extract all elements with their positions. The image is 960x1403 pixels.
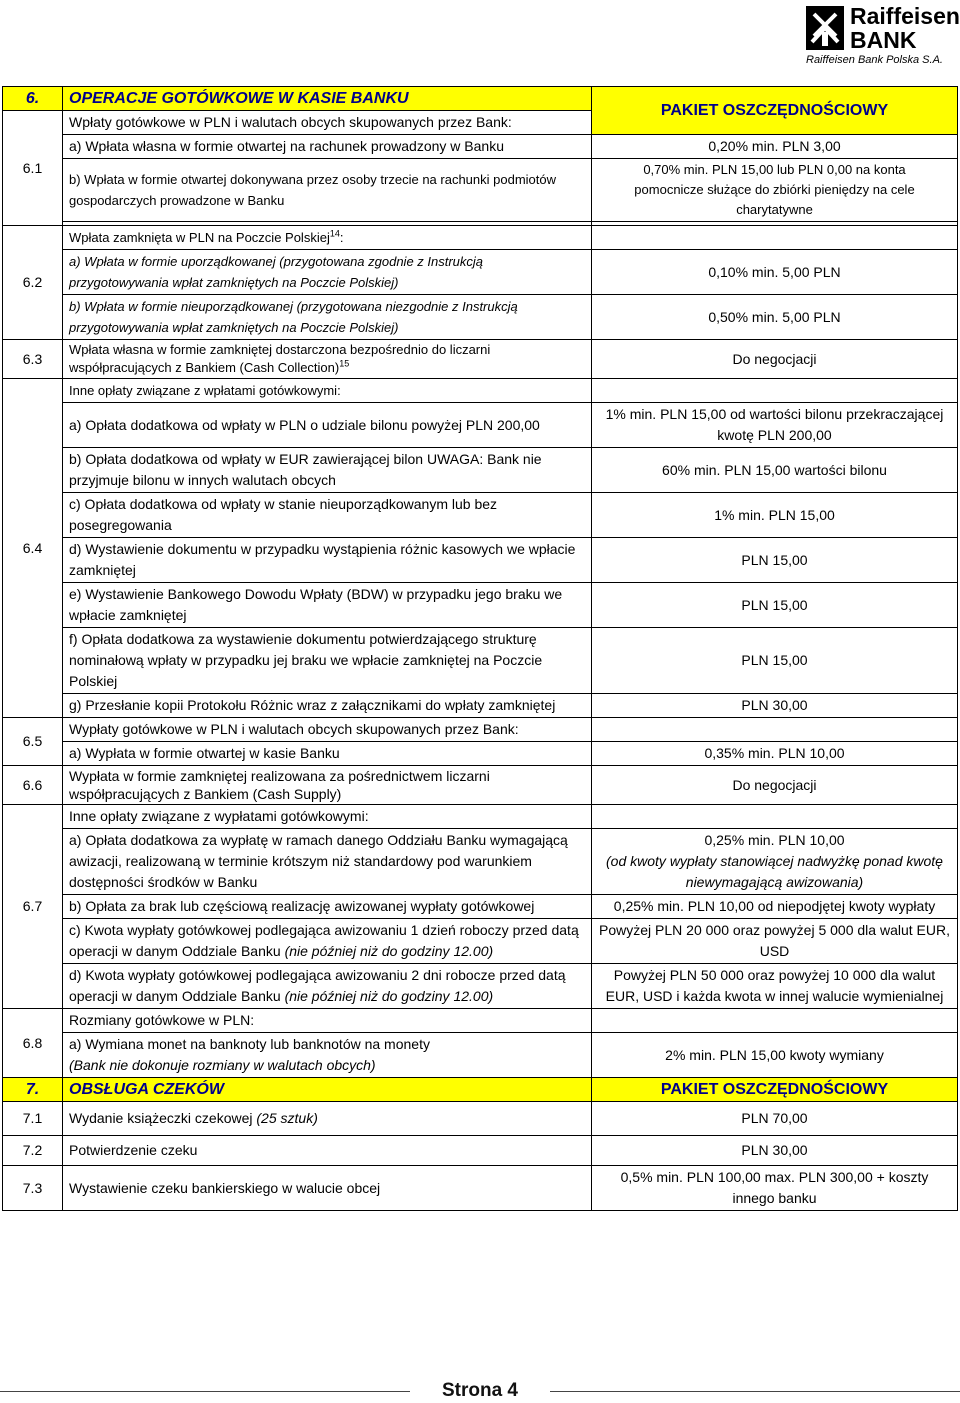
table-row bbox=[3, 448, 958, 493]
row-text bbox=[63, 919, 592, 964]
fee-value: Powyżej PLN 20 000 oraz powyżej 5 000 dla walut EUR, USD bbox=[592, 919, 958, 964]
table-row bbox=[3, 1009, 958, 1033]
row-text-italic: (Bank nie dokonuje rozmiany w walutach obcych) bbox=[69, 1057, 376, 1073]
fee-value bbox=[592, 829, 958, 895]
row-text: a) Opłata dodatkowa za wypłatę w ramach danego Oddziału Banku wymagającą awizacji, realizowaną w terminie krótszym niż standardowy pod warunkiem dostępności środków w Banku bbox=[63, 829, 592, 895]
row-text: d) Wystawienie dokumentu w przypadku wystąpienia różnic kasowych we wpłacie zamkniętej bbox=[63, 538, 592, 583]
row-number: 6.1 bbox=[3, 111, 63, 226]
section-number: 7. bbox=[3, 1078, 63, 1102]
row-number: 6.4 bbox=[3, 379, 63, 718]
footer-divider-left bbox=[0, 1391, 410, 1392]
row-header: Inne opłaty związane z wpłatami gotówkowymi: bbox=[63, 379, 592, 403]
fee-part: pomocnicze służące do zbiórki pieniędzy na cele charytatywne bbox=[634, 182, 915, 217]
row-header bbox=[63, 226, 592, 250]
table-row bbox=[3, 538, 958, 583]
row-text: a) Wpłata w formie uporządkowanej (przygotowana zgodnie z Instrukcją przygotowywania wpłat zamkniętych na Poczcie Polskiej) bbox=[63, 250, 592, 295]
row-text: a) Wpłata własna w formie otwartej na rachunek prowadzony w Banku bbox=[63, 135, 592, 159]
fee-value: PLN 15,00 bbox=[592, 538, 958, 583]
row-header: Rozmiany gotówkowe w PLN: bbox=[63, 1009, 592, 1033]
row-header-end: : bbox=[339, 230, 344, 245]
fee-value: 0,5% min. PLN 100,00 max. PLN 300,00 + koszty innego banku bbox=[592, 1166, 958, 1211]
fee-value: Do negocjacji bbox=[592, 766, 958, 805]
fee-note: (od kwoty wypłaty stanowiącej nadwyżkę ponad kwotę niewymagającą awizowania) bbox=[606, 853, 943, 890]
table-row bbox=[3, 159, 958, 222]
fee-table bbox=[2, 86, 958, 1211]
fee-value: PLN 30,00 bbox=[592, 694, 958, 718]
footer-divider-right bbox=[550, 1391, 960, 1392]
row-text: a) Opłata dodatkowa od wpłaty w PLN o udziale bilonu powyżej PLN 200,00 bbox=[63, 403, 592, 448]
fee-value: 1% min. PLN 15,00 bbox=[592, 493, 958, 538]
row-text-main: Wydanie książeczki czekowej bbox=[69, 1110, 257, 1126]
row-text: b) Wpłata w formie otwartej dokonywana przez osoby trzecie na rachunki podmiotów gospodarczych prowadzone w Banku bbox=[63, 159, 592, 222]
row-text: f) Opłata dodatkowa za wystawienie dokumentu potwierdzającego strukturę nominałową wpłaty w przypadku jej braku we wpłacie zamkniętej na Poczcie Polskiej bbox=[63, 628, 592, 694]
fee-value: 60% min. PLN 15,00 wartości bilonu bbox=[592, 448, 958, 493]
section-number: 6. bbox=[3, 87, 63, 111]
row-text: b) Wpłata w formie nieuporządkowanej (przygotowana niezgodnie z Instrukcją przygotowywania wpłat zamkniętych na Poczcie Polskiej) bbox=[63, 295, 592, 340]
row-number: 6.8 bbox=[3, 1009, 63, 1078]
table-row bbox=[3, 1136, 958, 1166]
table-row bbox=[3, 135, 958, 159]
fee-part: 0,25% min. PLN 10,00 bbox=[704, 832, 845, 848]
row-text-main: c) Kwota wypłaty gotówkowej podlegająca awizowaniu 1 dzień roboczy przed datą operacji w danym Oddziale Banku bbox=[69, 922, 579, 959]
fee-value: PLN 30,00 bbox=[592, 1136, 958, 1166]
fee-value: 0,35% min. PLN 10,00 bbox=[592, 742, 958, 766]
fee-value bbox=[592, 159, 958, 222]
row-text bbox=[63, 340, 592, 379]
fee-value: PLN 70,00 bbox=[592, 1102, 958, 1136]
fee-value: 0,50% min. 5,00 PLN bbox=[592, 295, 958, 340]
page-footer bbox=[0, 1380, 960, 1402]
pakiet-header: PAKIET OSZCZĘDNOŚCIOWY bbox=[592, 1078, 958, 1102]
logo-line1: Raiffeisen bbox=[850, 3, 960, 29]
fee-value: Do negocjacji bbox=[592, 340, 958, 379]
row-text: b) Opłata dodatkowa od wpłaty w EUR zawierającej bilon UWAGA: Bank nie przyjmuje bilonu w innych walutach obcych bbox=[63, 448, 592, 493]
table-row bbox=[3, 295, 958, 340]
table-row bbox=[3, 805, 958, 829]
row-text-italic: (nie później niż do godziny 12.00) bbox=[284, 943, 494, 959]
row-header: Wypłaty gotówkowe w PLN i walutach obcych skupowanych przez Bank: bbox=[63, 718, 592, 742]
row-number: 6.5 bbox=[3, 718, 63, 766]
table-row bbox=[3, 829, 958, 895]
fee-value: PLN 15,00 bbox=[592, 583, 958, 628]
section-7-header-row bbox=[3, 1078, 958, 1102]
row-number: 7.3 bbox=[3, 1166, 63, 1211]
table-row bbox=[3, 226, 958, 250]
row-text-italic: (25 sztuk) bbox=[256, 1110, 318, 1126]
page-number: Strona 4 bbox=[441, 1380, 519, 1401]
table-row bbox=[3, 379, 958, 403]
section-6-header-row bbox=[3, 87, 958, 111]
table-row bbox=[3, 493, 958, 538]
table-row bbox=[3, 766, 958, 805]
fee-value: 2% min. PLN 15,00 kwoty wymiany bbox=[592, 1033, 958, 1078]
fee-value: 0,25% min. PLN 10,00 od niepodjętej kwoty wypłaty bbox=[592, 895, 958, 919]
section-title: OPERACJE GOTÓWKOWE W KASIE BANKU bbox=[63, 87, 592, 111]
fee-value: 0,20% min. PLN 3,00 bbox=[592, 135, 958, 159]
row-text bbox=[63, 964, 592, 1009]
row-header: Wpłaty gotówkowe w PLN i walutach obcych skupowanych przez Bank: bbox=[63, 111, 592, 135]
section-title: OBSŁUGA CZEKÓW bbox=[63, 1078, 592, 1102]
fee-value: PLN 15,00 bbox=[592, 628, 958, 694]
row-text-main: Wpłata własna w formie zamkniętej dostarczona bezpośrednio do liczarni współpracujących z Bankiem (Cash Collection) bbox=[69, 342, 491, 375]
row-text: c) Opłata dodatkowa od wpłaty w stanie nieuporządkowanym lub bez posegregowania bbox=[63, 493, 592, 538]
row-number: 7.1 bbox=[3, 1102, 63, 1136]
row-text: Wypłata w formie zamkniętej realizowana za pośrednictwem liczarni współpracujących z Bankiem (Cash Supply) bbox=[63, 766, 592, 805]
row-number: 6.3 bbox=[3, 340, 63, 379]
row-number: 6.2 bbox=[3, 226, 63, 340]
row-text bbox=[63, 1033, 592, 1078]
raiffeisen-gable-icon bbox=[806, 6, 844, 50]
row-text: e) Wystawienie Bankowego Dowodu Wpłaty (BDW) w przypadku jego braku we wpłacie zamkniętej bbox=[63, 583, 592, 628]
logo-tagline: Raiffeisen Bank Polska S.A. bbox=[806, 54, 943, 66]
table-row bbox=[3, 403, 958, 448]
fee-part: 0,70% min. PLN 15,00 lub PLN 0,00 na konta bbox=[643, 162, 906, 177]
table-row bbox=[3, 1033, 958, 1078]
row-text: Potwierdzenie czeku bbox=[63, 1136, 592, 1166]
row-number: 7.2 bbox=[3, 1136, 63, 1166]
row-number: 6.7 bbox=[3, 805, 63, 1009]
pakiet-header: PAKIET OSZCZĘDNOŚCIOWY bbox=[592, 87, 958, 135]
table-row bbox=[3, 964, 958, 1009]
row-text: a) Wypłata w formie otwartej w kasie Banku bbox=[63, 742, 592, 766]
table-row bbox=[3, 628, 958, 694]
row-text: b) Opłata za brak lub częściową realizację awizowanej wypłaty gotówkowej bbox=[63, 895, 592, 919]
row-text: g) Przesłanie kopii Protokołu Różnic wraz z załącznikami do wpłaty zamkniętej bbox=[63, 694, 592, 718]
table-row bbox=[3, 742, 958, 766]
row-header: Inne opłaty związane z wypłatami gotówkowymi: bbox=[63, 805, 592, 829]
table-row bbox=[3, 694, 958, 718]
fee-value: Powyżej PLN 50 000 oraz powyżej 10 000 dla walut EUR, USD i każda kwota w innej walucie wymienialnej bbox=[592, 964, 958, 1009]
row-text-italic: (nie później niż do godziny 12.00) bbox=[284, 988, 494, 1004]
table-row bbox=[3, 1102, 958, 1136]
table-row bbox=[3, 919, 958, 964]
table-row bbox=[3, 250, 958, 295]
table-row bbox=[3, 340, 958, 379]
table-row bbox=[3, 895, 958, 919]
raiffeisen-logo bbox=[806, 3, 960, 66]
fee-value: 0,10% min. 5,00 PLN bbox=[592, 250, 958, 295]
logo-line2: BANK bbox=[850, 27, 917, 53]
row-text: Wystawienie czeku bankierskiego w walucie obcej bbox=[63, 1166, 592, 1211]
row-text-main: a) Wymiana monet na banknoty lub banknotów na monety bbox=[69, 1036, 430, 1052]
footnote-ref: 15 bbox=[339, 358, 350, 369]
row-header-text: Wpłata zamknięta w PLN na Poczcie Polskiej bbox=[69, 230, 330, 245]
table-row bbox=[3, 718, 958, 742]
table-row bbox=[3, 1166, 958, 1211]
row-number: 6.6 bbox=[3, 766, 63, 805]
table-row bbox=[3, 583, 958, 628]
row-text bbox=[63, 1102, 592, 1136]
footnote-ref: 14 bbox=[329, 228, 340, 239]
fee-value: 1% min. PLN 15,00 od wartości bilonu przekraczającej kwotę PLN 200,00 bbox=[592, 403, 958, 448]
row-text-main: d) Kwota wypłaty gotówkowej podlegająca awizowaniu 2 dni robocze przed datą operacji w danym Oddziale Banku bbox=[69, 967, 566, 1004]
